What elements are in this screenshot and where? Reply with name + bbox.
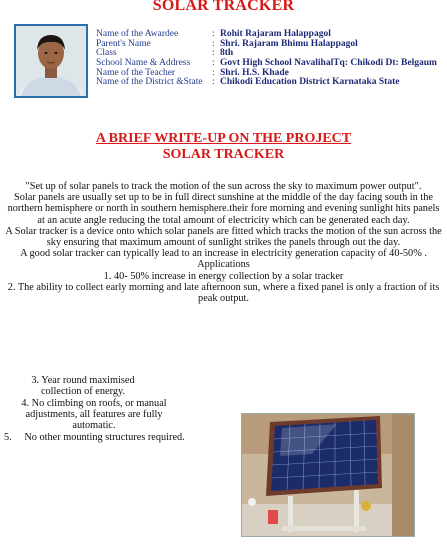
paragraph-benefit: A good solar tracker can typically lead to an increase in electricity generation capacity of 40-50% . — [20, 248, 427, 260]
detail-colon: : — [212, 58, 215, 69]
paragraph-tracker: A Solar tracker is a device onto which solar panels are fitted which tracks the motion of the sun across the sky ensuring that maximum amount of sunlight strikes the panels through out the day. — [5, 225, 442, 249]
applications-heading: Applications — [197, 259, 250, 271]
awardee-portrait-image — [16, 26, 86, 96]
writeup-body — [4, 181, 443, 304]
application-item-5 — [4, 432, 234, 443]
awardee-photo — [14, 24, 88, 98]
detail-value: Govt High School NavalihalTq: Chikodi Dt: Belgaum — [220, 58, 437, 69]
detail-colon: : — [212, 77, 215, 88]
detail-colon: : — [212, 48, 215, 59]
application-item-3: 3. Year round maximised collection of energy. — [31, 375, 135, 398]
writeup-heading: A BRIEF WRITE-UP ON THE PROJECT — [95, 131, 352, 146]
writeup-subheading: SOLAR TRACKER — [162, 147, 285, 162]
detail-colon: : — [212, 29, 215, 39]
detail-colon: : — [212, 67, 215, 78]
paragraph-intro: "Set up of solar panels to track the motion of the sun across the sky to maximum power output". — [25, 181, 422, 192]
detail-value: Shri. H.S. Khade — [220, 67, 289, 78]
detail-label: Name of the Awardee — [96, 29, 179, 39]
detail-value: Rohit Rajaram Halappagol — [220, 29, 331, 39]
application-item-5-text: No other mounting structures required. — [24, 432, 185, 443]
solar-tracker-photo — [241, 413, 415, 537]
detail-value: 8th — [220, 48, 234, 59]
application-item-2: 2. The ability to collect early morning and late afternoon sun, where a fixed panel is only a fraction of its peak output. — [7, 281, 440, 305]
detail-value: Chikodi Education District Karnataka State — [220, 77, 400, 88]
application-item-1: 1. 40- 50% increase in energy collection by a solar tracker — [103, 270, 344, 282]
detail-colon: : — [212, 38, 215, 49]
detail-value: Shri. Rajaram Bhimu Halappagol — [220, 38, 358, 49]
detail-label: Name of the District &State — [96, 77, 203, 88]
detail-label: School Name & Address — [96, 58, 191, 69]
application-item-5-number: 5. — [4, 432, 12, 443]
paragraph-panels: Solar panels are usually set up to be in full direct sunshine at the middle of the day facing south in the northern hemisphere or north in southern hemisphere.their fore morning and evening sunlight hits panels at an acute angle reducing the total amount of electricity which can be generated each day. — [7, 192, 440, 226]
application-item-4: 4. No climbing on roofs, or manual adjustments, all features are fully automatic. — [21, 398, 167, 432]
detail-label: Parent's Name — [96, 38, 151, 49]
solar-tracker-image — [242, 414, 414, 536]
detail-label: Name of the Teacher — [96, 67, 176, 78]
detail-label: Class — [96, 48, 117, 59]
page-title: SOLAR TRACKER — [152, 0, 295, 14]
